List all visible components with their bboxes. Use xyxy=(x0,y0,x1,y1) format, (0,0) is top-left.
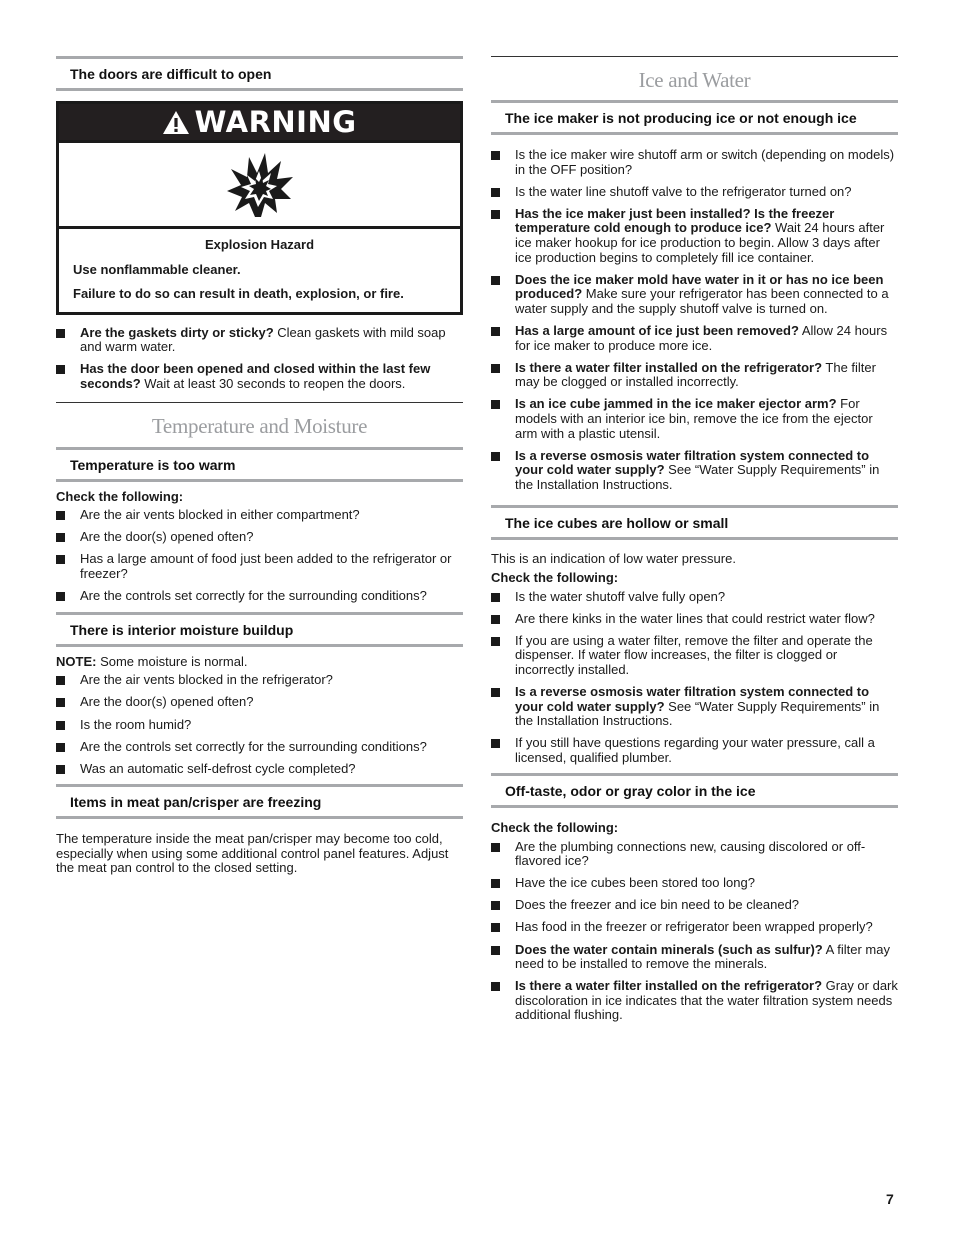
bullet-icon xyxy=(491,452,500,461)
list-item xyxy=(491,185,898,200)
item-text: Are the controls set correctly for the surrounding conditions? xyxy=(80,738,427,754)
moisture-list xyxy=(56,673,463,776)
bullet-icon xyxy=(491,879,500,888)
item-bold: Is there a water filter installed on the refrigerator? xyxy=(515,978,823,994)
list-item xyxy=(491,148,898,177)
bullet-icon xyxy=(491,901,500,910)
hollow-heading: The ice cubes are hollow or small xyxy=(491,505,898,540)
doors-heading: The doors are difficult to open xyxy=(56,56,463,91)
item-text: Is the room humid? xyxy=(80,716,192,732)
bullet-icon xyxy=(56,592,65,601)
list-item xyxy=(56,530,463,545)
bullet-icon xyxy=(491,637,500,646)
warning-text xyxy=(59,229,460,312)
list-item xyxy=(491,685,898,729)
bullet-icon xyxy=(491,739,500,748)
list-item xyxy=(491,361,898,390)
right-column xyxy=(491,56,898,1031)
left-column xyxy=(56,56,463,876)
item-text: Has food in the freezer or refrigerator been wrapped properly? xyxy=(515,919,873,935)
list-item xyxy=(491,898,898,913)
list-item xyxy=(491,876,898,891)
item-text: Was an automatic self-defrost cycle completed? xyxy=(80,760,356,776)
note-label: NOTE: xyxy=(56,653,97,669)
warm-list xyxy=(56,508,463,603)
warning-label: WARNING xyxy=(194,104,357,139)
list-item xyxy=(491,207,898,265)
item-text: Is the water line shutoff valve to the refrigerator turned on? xyxy=(515,183,852,199)
item-text: Make sure your refrigerator has been connected to a water supply and the supply shutoff valve is turned on. xyxy=(515,286,889,316)
bullet-icon xyxy=(56,721,65,730)
item-text: See “Water Supply Requirements” in the Installation Instructions. xyxy=(515,462,880,492)
item-text: Is the ice maker wire shutoff arm or switch (depending on models) in the OFF position? xyxy=(515,147,895,177)
bullet-icon xyxy=(491,276,500,285)
item-text: The filter may be clogged or installed incorrectly. xyxy=(515,359,876,390)
meat-text: The temperature inside the meat pan/crisper may become too cold, especially when using some additional control panel features. Adjust the meat pan control to the closed setting. xyxy=(56,831,449,876)
list-item xyxy=(56,326,463,355)
item-text: Have the ice cubes been stored too long? xyxy=(515,875,755,891)
item-text: See “Water Supply Requirements” in the Installation Instructions. xyxy=(515,698,880,729)
warning-line-2: Failure to do so can result in death, explosion, or fire. xyxy=(73,286,404,302)
item-bold: Has the ice maker just been installed? Is the freezer temperature cold enough to produce ice? xyxy=(515,205,835,236)
item-text: Has a large amount of food just been added to the refrigerator or freezer? xyxy=(80,551,452,582)
item-text: Are the air vents blocked in either compartment? xyxy=(80,507,360,523)
warm-heading: Temperature is too warm xyxy=(56,447,463,482)
list-item xyxy=(491,736,898,765)
item-bold: Is an ice cube jammed in the ice maker ejector arm? xyxy=(515,396,837,412)
bullet-icon xyxy=(491,923,500,932)
bullet-icon xyxy=(491,843,500,852)
list-item xyxy=(491,612,898,627)
bullet-icon xyxy=(491,400,500,409)
list-item xyxy=(491,943,898,972)
check-label: Check the following: xyxy=(491,569,619,585)
explosion-icon xyxy=(225,151,295,219)
item-text: Allow 24 hours for ice maker to produce more ice. xyxy=(515,322,888,353)
item-text: Gray or dark discoloration in ice indicates that the water filtration system needs additional flushing. xyxy=(515,978,898,1023)
item-text: If you are using a water filter, remove the filter and operate the dispenser. If water flow increases, the filter is clogged or incorrectly installed. xyxy=(515,632,873,677)
item-text: Does the freezer and ice bin need to be cleaned? xyxy=(515,897,800,913)
list-item xyxy=(56,362,463,391)
bullet-icon xyxy=(491,364,500,373)
item-bold: Are the gaskets dirty or sticky? xyxy=(80,324,274,340)
bullet-icon xyxy=(491,982,500,991)
bullet-icon xyxy=(56,533,65,542)
hazard-title: Explosion Hazard xyxy=(204,237,315,252)
check-label: Check the following: xyxy=(491,820,619,835)
section-title-ice: Ice and Water xyxy=(491,56,898,100)
bullet-icon xyxy=(56,765,65,774)
hollow-intro: This is an indication of low water pressure. xyxy=(491,551,736,567)
list-item xyxy=(56,740,463,755)
page-number: 7 xyxy=(886,1191,894,1207)
bullet-icon xyxy=(491,210,500,219)
bullet-icon xyxy=(491,593,500,602)
list-item xyxy=(491,273,898,317)
bullet-icon xyxy=(491,615,500,624)
list-item xyxy=(56,508,463,523)
item-text: A filter may need to be installed to remove the minerals. xyxy=(515,941,890,972)
note-text: Some moisture is normal. xyxy=(96,653,248,669)
moisture-note xyxy=(56,655,463,670)
item-text: For models with an interior ice bin, remove the ice from the ejector arm with a plastic utensil. xyxy=(515,396,873,441)
icemaker-heading: The ice maker is not producing ice or not enough ice xyxy=(491,100,898,135)
meat-heading: Items in meat pan/crisper are freezing xyxy=(56,784,463,819)
alert-triangle-icon xyxy=(162,110,190,135)
list-item xyxy=(56,589,463,604)
section-title-temperature: Temperature and Moisture xyxy=(56,402,463,447)
item-text: Are the air vents blocked in the refrigerator? xyxy=(80,672,333,688)
item-bold: Is a reverse osmosis water filtration system connected to your cold water supply? xyxy=(515,684,870,714)
list-item xyxy=(491,324,898,353)
item-bold: Has the door been opened and closed within the last few seconds? xyxy=(80,361,431,392)
list-item xyxy=(56,718,463,733)
list-item xyxy=(56,673,463,688)
bullet-icon xyxy=(56,698,65,707)
bullet-icon xyxy=(491,188,500,197)
warning-box xyxy=(56,101,463,315)
bullet-icon xyxy=(491,688,500,697)
bullet-icon xyxy=(56,555,65,564)
item-text: Are there kinks in the water lines that could restrict water flow? xyxy=(515,610,875,626)
warning-icon-area xyxy=(59,140,460,229)
taste-heading: Off-taste, odor or gray color in the ice xyxy=(491,773,898,808)
list-item xyxy=(491,979,898,1023)
item-text: Clean gaskets with mild soap and warm water. xyxy=(80,324,446,355)
item-bold: Does the water contain minerals (such as sulfur)? xyxy=(515,941,823,957)
bullet-icon xyxy=(491,151,500,160)
warning-header xyxy=(59,104,460,140)
list-item xyxy=(491,840,898,869)
icemaker-list xyxy=(491,148,898,492)
item-text: Are the door(s) opened often? xyxy=(80,694,254,710)
item-text: If you still have questions regarding your water pressure, call a licensed, qualified plumber. xyxy=(515,735,875,765)
item-bold: Is a reverse osmosis water filtration system connected to your cold water supply? xyxy=(515,447,870,478)
bullet-icon xyxy=(56,329,65,338)
bullet-icon xyxy=(56,511,65,520)
item-text: Are the plumbing connections new, causing discolored or off-flavored ice? xyxy=(515,838,866,869)
item-bold: Does the ice maker mold have water in it or has no ice been produced? xyxy=(515,271,884,302)
list-item xyxy=(491,397,898,441)
moisture-heading: There is interior moisture buildup xyxy=(56,612,463,647)
item-text: Are the door(s) opened often? xyxy=(80,529,254,545)
item-text: Wait 24 hours after ice maker hookup for ice production to begin. Allow 3 days after ice production begins to completely fill ice container. xyxy=(515,220,885,265)
item-text: Are the controls set correctly for the surrounding conditions? xyxy=(80,588,427,604)
item-text: Is the water shutoff valve fully open? xyxy=(515,588,726,604)
bullet-icon xyxy=(56,365,65,374)
list-item xyxy=(56,552,463,581)
check-label: Check the following: xyxy=(56,488,184,504)
item-bold: Is there a water filter installed on the refrigerator? xyxy=(515,359,823,375)
list-item xyxy=(56,695,463,710)
list-item xyxy=(491,449,898,493)
item-bold: Has a large amount of ice just been removed? xyxy=(515,322,799,338)
doors-list xyxy=(56,326,463,392)
bullet-icon xyxy=(491,946,500,955)
list-item xyxy=(491,634,898,678)
bullet-icon xyxy=(56,743,65,752)
bullet-icon xyxy=(56,676,65,685)
bullet-icon xyxy=(491,327,500,336)
list-item xyxy=(491,920,898,935)
list-item xyxy=(56,762,463,777)
hollow-list xyxy=(491,590,898,766)
list-item xyxy=(491,590,898,605)
item-text: Wait at least 30 seconds to reopen the doors. xyxy=(140,376,406,392)
taste-list xyxy=(491,840,898,1023)
warning-line-1: Use nonflammable cleaner. xyxy=(73,261,241,277)
